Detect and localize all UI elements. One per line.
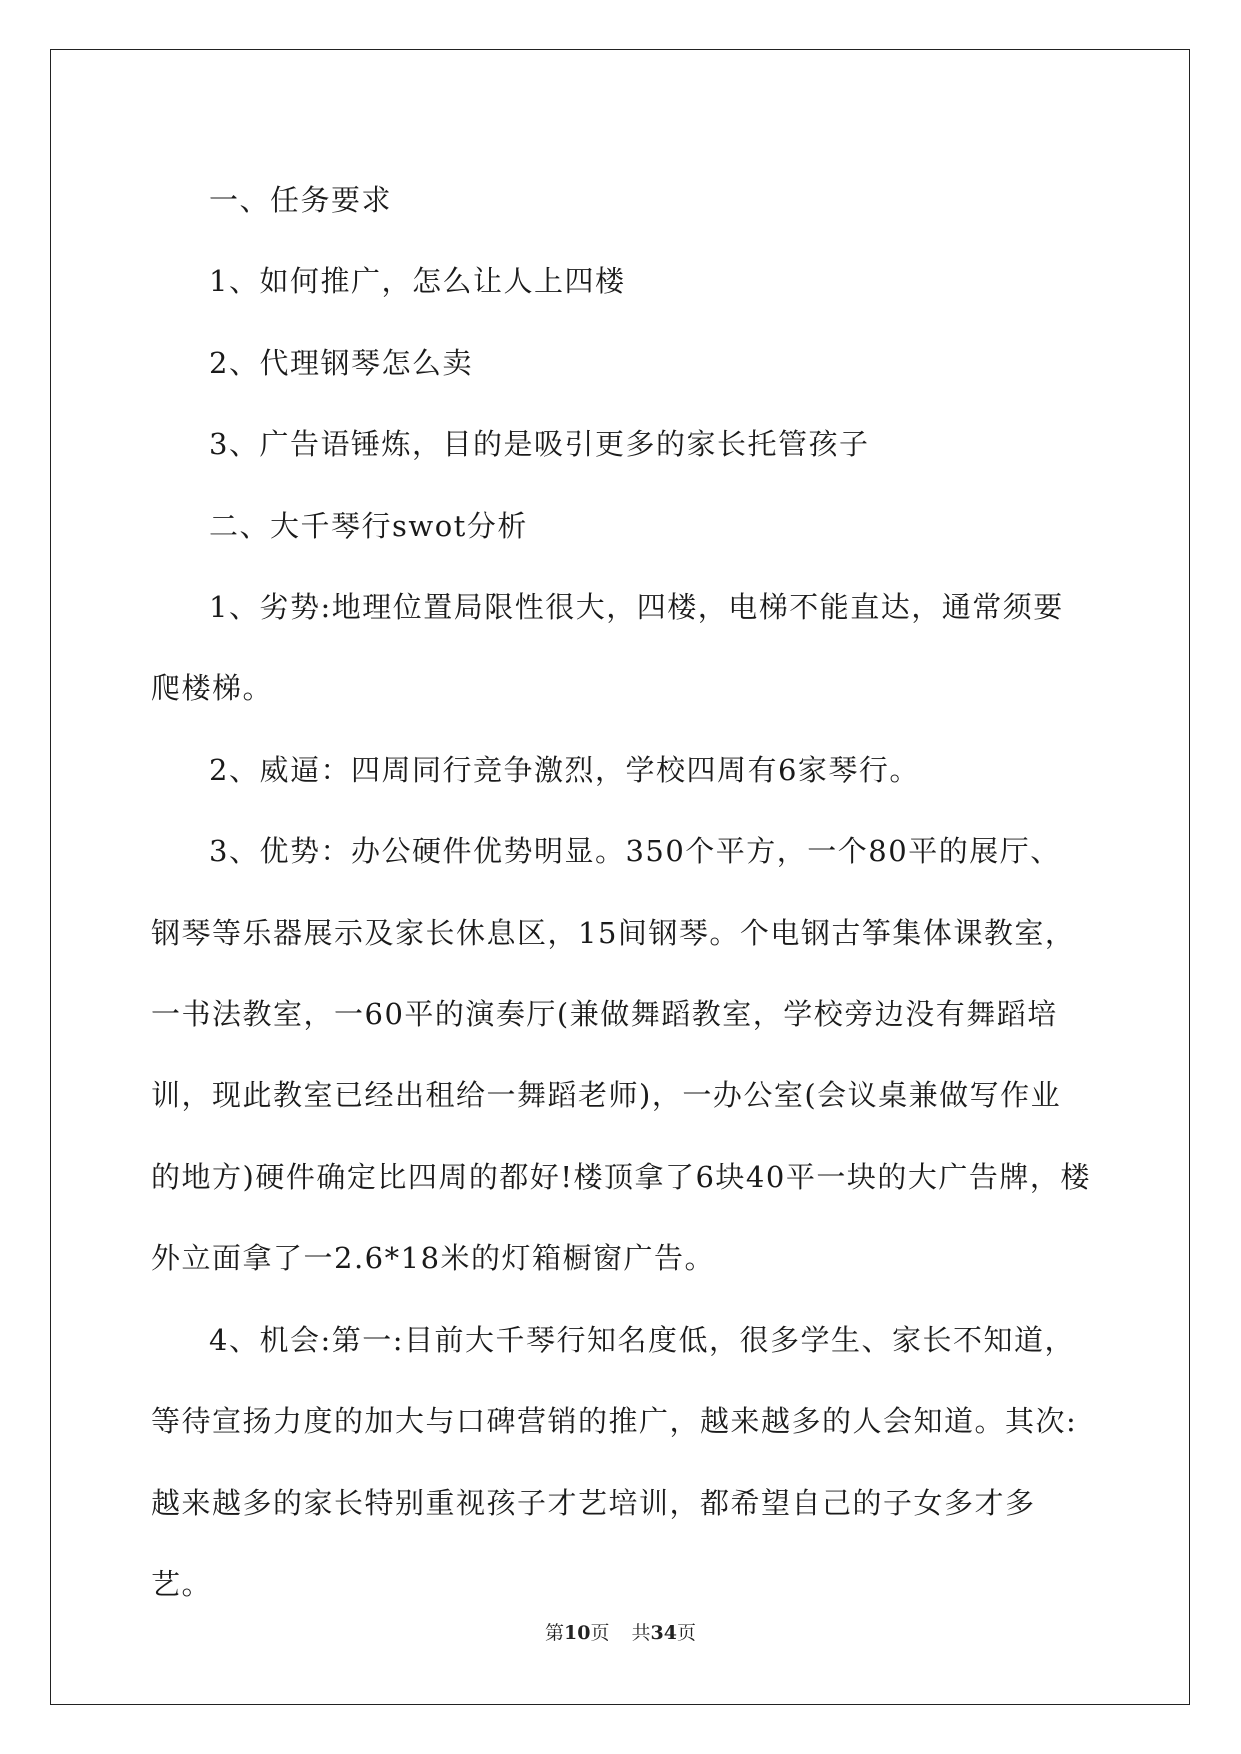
- list-item-promotion: 1、如何推广，怎么让人上四楼: [209, 264, 626, 299]
- paragraph-threat: 2、威逼：四周同行竞争激烈，学校四周有6家琴行。: [209, 752, 920, 787]
- paragraph-weakness: 1、劣势:地理位置局限性很大，四楼，电梯不能直达，通常须要爬楼梯。: [151, 590, 1064, 706]
- page-current-number: 10: [564, 1622, 591, 1644]
- total-prefix: 共: [631, 1622, 651, 1644]
- page-total-number: 34: [650, 1622, 677, 1644]
- heading-swot-analysis: 二、大千琴行swot分析: [209, 508, 528, 543]
- heading-task-requirements: 一、任务要求: [209, 183, 393, 217]
- list-item-slogan: 3、广告语锤炼，目的是吸引更多的家长托管孩子: [209, 427, 870, 462]
- paragraph-opportunity: 4、机会:第一:目前大千琴行知名度低，很多学生、家长不知道，等待宣扬力度的加大与口碑营销的推广，越来越多的人会知道。其次:越来越多的家长特别重视孩子才艺培训，都希望自己的子女多才多艺。: [151, 1322, 1078, 1601]
- paragraph-strength: 3、优势：办公硬件优势明显。350个平方，一个80平的展厅、钢琴等乐器展示及家长休息区，15间钢琴。个电钢古筝集体课教室，一书法教室，一60平的演奏厅(兼做舞蹈教室，学校旁边没有舞蹈培训，现此教室已经出租给一舞蹈老师)，一办公室(会议桌兼做写作业的地方)硬件确定比四周的都好!楼顶拿了6块40平一块的大广告牌，楼外立面拿了一2.6*18米的灯箱橱窗广告。: [151, 834, 1091, 1276]
- list-item-piano-sales: 2、代理钢琴怎么卖: [209, 345, 473, 380]
- total-suffix: 页: [676, 1622, 696, 1644]
- page-suffix: 页: [590, 1622, 610, 1644]
- page-footer: [0, 1618, 1241, 1645]
- page-prefix: 第: [545, 1622, 565, 1644]
- document-body: [151, 160, 1091, 1625]
